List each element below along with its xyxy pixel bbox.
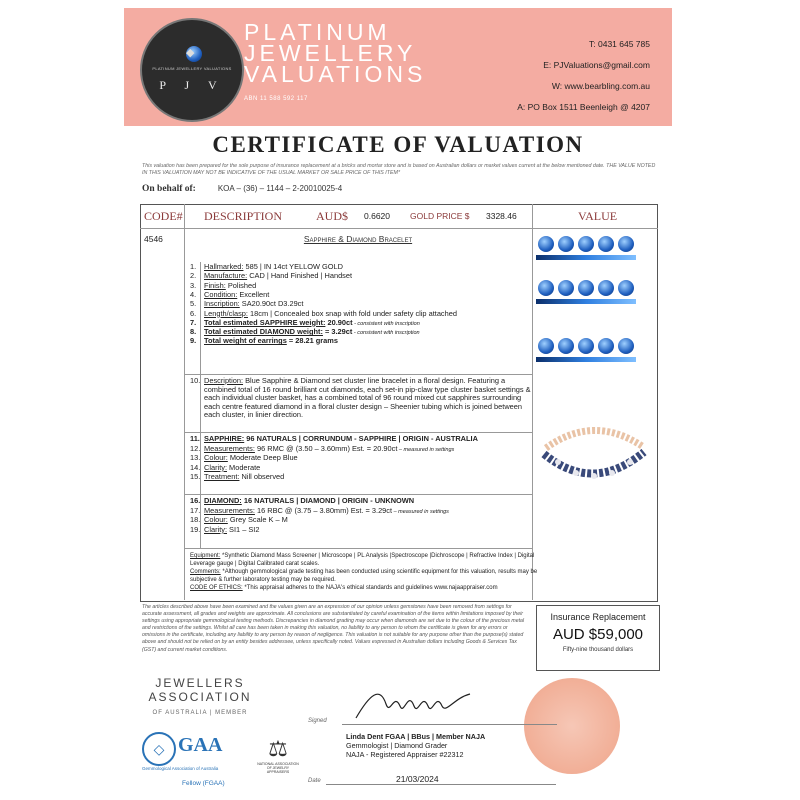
item-label: Colour: xyxy=(204,515,228,525)
sapphire-swatch xyxy=(538,236,554,252)
grader-registration: NAJA - Registered Appraiser #22312 xyxy=(346,750,464,759)
brand-line-2: JEWELLERY xyxy=(244,40,417,66)
item-num: 6. xyxy=(190,308,197,318)
colour-scale xyxy=(536,299,636,304)
list-item xyxy=(190,310,457,319)
item-num: 9. xyxy=(190,336,197,346)
item-text: 16 RBC @ (3.75 – 3.80mm) Est. = 3.29ct xyxy=(254,505,393,515)
description-label: Description: xyxy=(204,376,244,385)
item-label: SAPPHIRE: xyxy=(204,434,245,443)
item-text: Excellent xyxy=(237,289,270,299)
item-num: 11. xyxy=(190,434,200,443)
list-item xyxy=(190,516,288,525)
brand-line-1: PLATINUM xyxy=(244,19,391,45)
list-item xyxy=(190,473,284,482)
item-num: 17. xyxy=(190,505,201,515)
ja-line-3: OF AUSTRALIA | MEMBER xyxy=(152,710,248,716)
gaa-fellow: Fellow (FGAA) xyxy=(182,780,225,787)
row-divider xyxy=(184,548,532,549)
intro-text: This valuation has been prepared for the sole purpose of insurance replacement at a bricks and mortar store and is based on Australian dollars or market values current at the below mentioned date. THE VALUE NOTED IN THIS VALUATION MAY NOT BE INDICATIVE OF THE USUAL MARKET OR SALE PRICE OF THIS ITEM* xyxy=(142,163,656,176)
item-num: 1. xyxy=(190,262,197,271)
list-item xyxy=(190,337,338,346)
item-text: Moderate xyxy=(227,462,261,472)
item-num: 18. xyxy=(190,515,201,525)
item-note: - consistent with inscription xyxy=(352,330,420,337)
equipment-label: Equipment: xyxy=(190,553,221,559)
item-text: Grey Scale K – M xyxy=(227,515,288,525)
list-item xyxy=(190,291,269,300)
item-num: 8. xyxy=(190,327,197,337)
item-text: Polished xyxy=(225,280,257,290)
sapphire-swatch xyxy=(538,338,554,354)
item-text: 585 | IN 14ct YELLOW GOLD xyxy=(243,262,343,271)
email[interactable]: E: PJValuations@gmail.com xyxy=(543,60,650,70)
item-num: 16. xyxy=(190,496,201,505)
item-num: 4. xyxy=(190,289,197,299)
sapphire-swatch xyxy=(598,280,614,296)
item-label: Total estimated DIAMOND weight: xyxy=(204,327,323,337)
item-num: 2. xyxy=(190,271,197,281)
equipment-text: *Synthetic Diamond Mass Screener | Microscope | PL Analysis |Spectroscope |Dichroscope | Refractive Index | Digital Leverage gauge | Digital Calibrated carat scales. xyxy=(190,553,535,567)
item-num: 13. xyxy=(190,453,201,463)
item-text: 20.90ct xyxy=(325,317,353,327)
certificate-title: CERTIFICATE OF VALUATION xyxy=(212,132,584,157)
sapphire-swatch xyxy=(598,236,614,252)
phone: T: 0431 645 785 xyxy=(589,39,650,49)
gold-value: 3328.46 xyxy=(486,211,517,221)
item-note: – measured in settings xyxy=(392,508,449,515)
sapphire-swatch xyxy=(538,280,554,296)
sapphire-swatch xyxy=(578,236,594,252)
ja-line-1: JEWELLERS xyxy=(155,676,245,690)
pjv-logo xyxy=(140,18,244,122)
list-item xyxy=(190,526,259,535)
colour-scale xyxy=(536,357,636,362)
item-label: Finish: xyxy=(204,280,226,290)
item-label: Measurements: xyxy=(204,505,255,515)
ethics-line xyxy=(190,584,538,592)
sapphire-swatch xyxy=(618,338,634,354)
diamond-icon: ◆ xyxy=(186,46,202,62)
item-text: Moderate Deep Blue xyxy=(227,453,298,463)
behalf-label: On behalf of: xyxy=(142,184,196,194)
comments-text: *Although gemmological grade testing has been conducted using scientific equipment for this valuation, results may be subjective & further laboratory testing may be required. xyxy=(190,569,538,583)
on-behalf-of xyxy=(142,184,342,194)
contact-block xyxy=(517,34,650,118)
sapphire-swatch xyxy=(578,338,594,354)
sapphire-swatch xyxy=(558,236,574,252)
colour-scale xyxy=(536,255,636,260)
list-item xyxy=(190,263,343,272)
item-text: = 28.21 grams xyxy=(286,336,338,346)
behalf-value: KOA – (36) – 1144 – 2-20010025-4 xyxy=(217,184,343,193)
scales-icon: ⚖ xyxy=(268,736,288,761)
certificate-date: 21/03/2024 xyxy=(396,774,439,784)
item-text: 96 NATURALS | CORRUNDUM - SAPPHIRE | ORIGIN - AUSTRALIA xyxy=(244,434,478,443)
item-num: 3. xyxy=(190,280,197,290)
item-code: 4546 xyxy=(144,234,163,244)
signature-line xyxy=(342,724,557,725)
item-label: Condition: xyxy=(204,289,238,299)
product-title: Sapphire & Diamond Bracelet xyxy=(303,234,413,244)
item-note: - consistent with inscription xyxy=(352,320,420,327)
item-label: Clarity: xyxy=(204,524,227,534)
sapphire-swatch xyxy=(578,280,594,296)
brand-line-3: VALUATIONS xyxy=(244,61,427,87)
item-text: CAD | Hand Finished | Handset xyxy=(247,271,353,281)
item-label: Colour: xyxy=(204,453,228,463)
sapphire-swatch xyxy=(558,338,574,354)
list-item xyxy=(190,454,298,463)
item-label: Inscription: xyxy=(204,299,240,309)
grader-role: Gemmologist | Diamond Grader xyxy=(346,741,448,750)
certificate-page xyxy=(124,8,672,794)
item-label: Total weight of earrings xyxy=(204,336,287,346)
list-item xyxy=(190,497,414,506)
ethics-text: *This appraisal adheres to the NAJA's ethical standards and guidelines www.najaappraiser.com xyxy=(242,585,498,591)
item-num: 7. xyxy=(190,317,197,327)
item-label: Measurements: xyxy=(204,443,255,453)
gold-label: GOLD PRICE $ xyxy=(410,211,470,221)
gaa-text: GAA xyxy=(178,734,223,756)
item-label: Manufacture: xyxy=(204,271,248,281)
naja-caption: NATIONAL ASSOCIATION OF JEWELRY APPRAISERS xyxy=(257,762,299,774)
list-item xyxy=(190,435,478,444)
item-label: DIAMOND: xyxy=(204,496,242,505)
row-divider xyxy=(184,494,532,495)
item-text: SA20.90ct D3.29ct xyxy=(239,299,304,309)
list-item xyxy=(190,464,260,473)
date-label: Date xyxy=(308,778,321,784)
col-code: CODE# xyxy=(144,209,183,223)
sapphire-swatch xyxy=(618,280,634,296)
item-num: 14. xyxy=(190,462,201,472)
item-text: 18cm | Concealed box snap with fold under safety clip attached xyxy=(247,308,457,318)
item-num: 15. xyxy=(190,472,201,482)
row-divider xyxy=(140,228,658,229)
abn: ABN 11 588 592 117 xyxy=(244,96,308,102)
brand-name xyxy=(244,19,427,87)
ethics-label: CODE OF ETHICS: xyxy=(190,585,243,591)
bracelet-photo xyxy=(538,418,648,498)
row-divider xyxy=(184,374,532,375)
item-num: 19. xyxy=(190,524,201,534)
item-num: 12. xyxy=(190,443,201,453)
item-note: – measured in settings xyxy=(397,446,455,453)
insurance-amount: AUD $59,000 xyxy=(552,626,644,643)
item-text: = 3.29ct xyxy=(322,327,353,337)
item-num: 5. xyxy=(190,299,197,309)
date-line xyxy=(326,784,556,785)
insurance-label: Insurance Replacement xyxy=(550,612,646,622)
col-divider xyxy=(184,204,185,600)
sapphire-swatch xyxy=(558,280,574,296)
item-label: Total estimated SAPPHIRE weight: xyxy=(204,317,326,327)
aud-value: 0.6620 xyxy=(364,211,390,221)
signed-label: Signed xyxy=(308,718,327,724)
row-divider xyxy=(184,432,532,433)
insurance-words: Fifty-nine thousand dollars xyxy=(562,647,634,653)
address: A: PO Box 1511 Beenleigh @ 4207 xyxy=(517,102,650,112)
item-text: SI1 – SI2 xyxy=(227,524,260,534)
gem-icon: ◇ xyxy=(142,732,176,766)
item-text: 16 NATURALS | DIAMOND | ORIGIN - UNKNOWN xyxy=(241,496,415,505)
gaa-subtitle: Gemmological Association of Australia xyxy=(142,766,219,771)
description-text: Blue Sapphire & Diamond set cluster line bracelet in a floral design. Featuring a combined total of 16 round brilliant cut diamonds, each set-in pip-claw type cluster basket settings & each individual cluster basket, has a combined total of 96 round mixed cut sapphires surrounding each centre featured diamond in a floral cluster design – Sheenier tubing which is joined between each cluster, in linier direction. xyxy=(204,376,531,420)
comments-label: Comments: xyxy=(190,569,221,575)
sapphire-swatch xyxy=(598,338,614,354)
col-description: DESCRIPTION xyxy=(204,209,283,223)
letterhead xyxy=(124,8,672,126)
grader-details xyxy=(346,732,485,759)
item-label: Length/clasp: xyxy=(204,308,248,318)
description xyxy=(204,377,534,420)
grader-name: Linda Dent FGAA | BBus | Member NAJA xyxy=(346,732,486,741)
logo-tagline: PLATINUM JEWELLERY VALUATIONS xyxy=(152,66,232,71)
item-text: 96 RMC @ (3.50 – 3.60mm) Est. = 20.90ct xyxy=(254,443,398,453)
description-num: 10. xyxy=(190,376,201,385)
signature xyxy=(350,684,480,724)
list-item xyxy=(190,300,303,309)
website[interactable]: W: www.bearbling.com.au xyxy=(551,81,650,91)
item-label: Hallmarked: xyxy=(204,262,244,271)
item-text: Nill observed xyxy=(239,472,285,482)
stamp-seal xyxy=(524,678,620,774)
item-label: Clarity: xyxy=(204,462,227,472)
disclaimer: The articles described above have been examined and the values given are an expression of our opinion unless gemstones have been removed from settings for accurate assessment, all grades and weights are approximate. All conclusions are substantiated by careful examination of the items within limitations imposed by their settings using appropriate gemmological testing methods. Discrepancies in diamond grading may occur when diamonds are set due to the colour of the precious metal and restrictions of the settings. Whilst all care has been taken in making this valuation, no liability to any person to whom the certificate is given for any errors or omissions in the certificate, including any liability to any person by reason of negligence. This valuation is not suitable for any purpose other than the purpose(s) stated above and should not be relied on by an entity besides addressee, unless specifically noted. Values expressed in Australian dollars including Goods & Services Tax (GST) and current market conditions. xyxy=(142,604,525,653)
ja-line-2: ASSOCIATION xyxy=(148,690,252,704)
insurance-box xyxy=(536,605,660,671)
equipment-notes xyxy=(190,552,538,592)
naja-logo xyxy=(256,736,300,774)
equipment-line xyxy=(190,552,538,568)
list-item xyxy=(190,272,352,281)
jewellers-association-logo xyxy=(146,676,254,720)
list-item xyxy=(190,282,256,291)
comments-line xyxy=(190,568,538,584)
item-label: Treatment: xyxy=(204,472,240,482)
col-value: VALUE xyxy=(578,209,618,223)
col-aud-label: AUD$ xyxy=(316,209,348,223)
logo-initials: P J V xyxy=(159,78,225,92)
sapphire-swatch xyxy=(618,236,634,252)
